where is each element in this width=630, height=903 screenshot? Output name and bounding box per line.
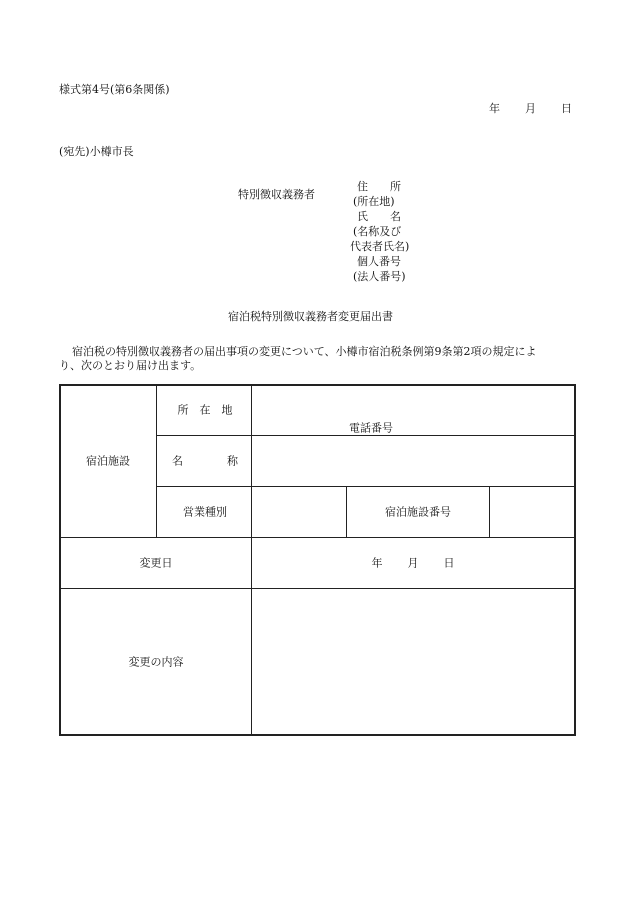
row-divider <box>156 486 574 487</box>
facility-header: 宿泊施設 <box>86 454 130 468</box>
col-divider <box>346 486 347 537</box>
facility-number-label: 宿泊施設番号 <box>385 505 451 519</box>
business-type-label: 営業種別 <box>183 505 227 519</box>
personal-number-label: 個人番号 <box>357 255 401 268</box>
table-border-right <box>574 384 576 736</box>
location-label: (所在地) <box>353 195 395 208</box>
col-divider <box>489 486 490 537</box>
change-date-day: 日 <box>443 556 455 570</box>
row-divider <box>156 435 574 436</box>
date-month: 月 <box>525 102 536 115</box>
body-line-2: り、次のとおり届け出ます。 <box>59 359 202 372</box>
form-table <box>59 384 576 736</box>
table-border-bottom <box>59 734 576 736</box>
change-date-label: 変更日 <box>139 556 173 570</box>
name-label: 氏 名 <box>357 210 401 223</box>
body-line-1: 宿泊税の特別徴収義務者の届出事項の変更について、小樽市宿泊税条例第9条第2項の規定によ <box>72 345 537 358</box>
location-label: 所 在 地 <box>177 403 233 417</box>
phone-label: 電話番号 <box>349 421 393 435</box>
table-border-left <box>59 384 61 736</box>
facility-name-label: 名 称 <box>172 454 238 468</box>
col-divider <box>251 384 252 736</box>
obligor-heading: 特別徴収義務者 <box>238 188 315 201</box>
corp-name-label-1: (名称及び <box>353 225 402 238</box>
row-divider <box>59 537 576 538</box>
form-number: 様式第4号(第6条関係) <box>59 83 170 96</box>
corporate-number-label: (法人番号) <box>353 270 406 283</box>
addressee: (宛先)小樽市長 <box>59 145 134 158</box>
change-date-month: 月 <box>407 556 419 570</box>
corp-name-label-2: 代表者氏名) <box>350 240 410 253</box>
change-date-year: 年 <box>371 556 383 570</box>
col-divider <box>156 384 157 537</box>
row-divider <box>59 588 576 589</box>
date-day: 日 <box>561 102 572 115</box>
date-year: 年 <box>489 102 500 115</box>
address-label: 住 所 <box>357 180 401 193</box>
table-border-top <box>59 384 576 386</box>
document-title: 宿泊税特別徴収義務者変更届出書 <box>228 310 393 323</box>
change-content-label: 変更の内容 <box>128 655 184 669</box>
